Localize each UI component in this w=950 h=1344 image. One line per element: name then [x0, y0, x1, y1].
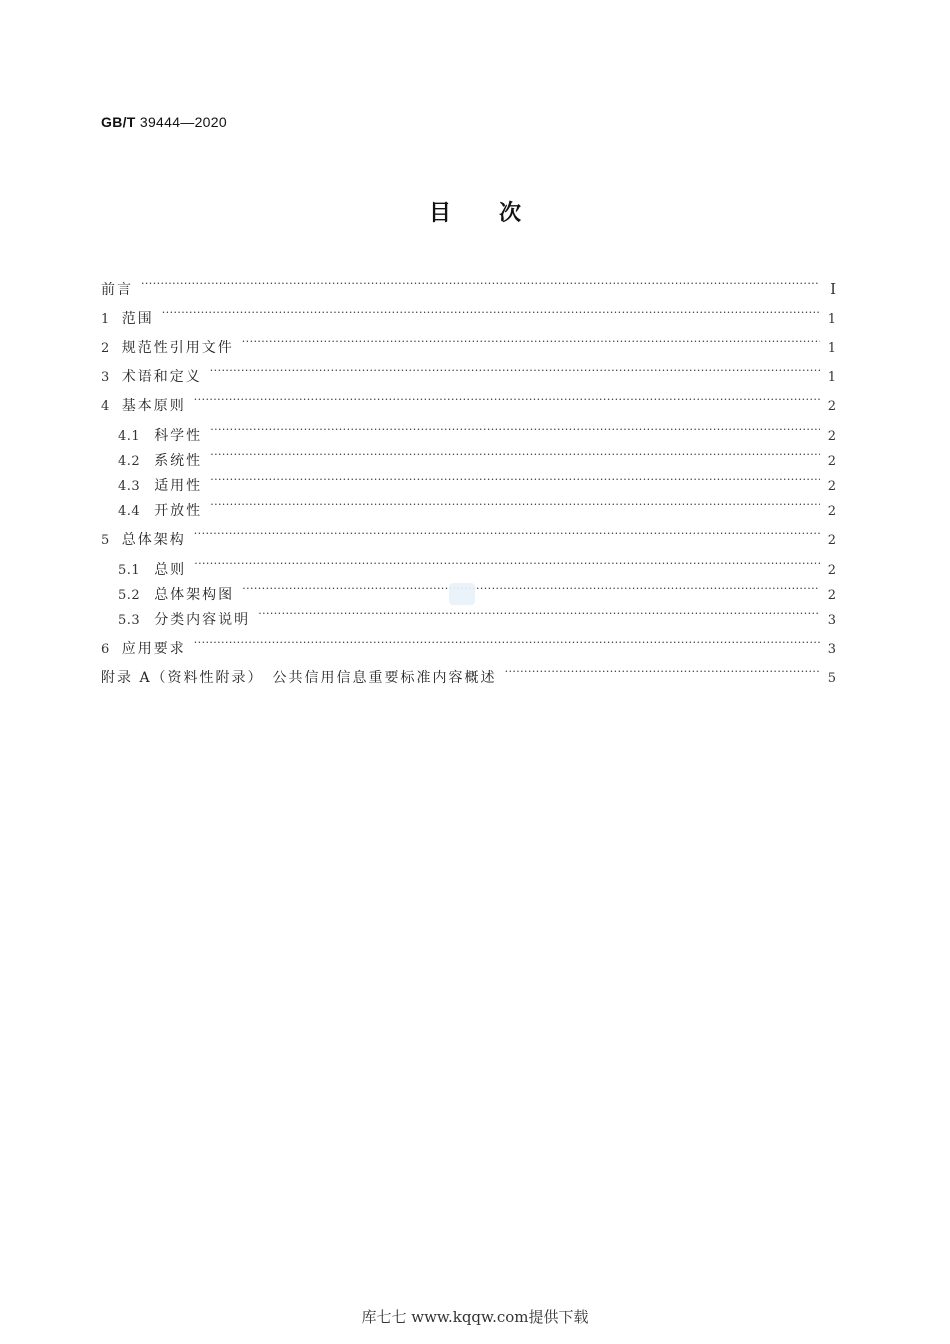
toc-entry-label: 前言	[101, 282, 133, 298]
toc-leader-dots	[210, 361, 820, 381]
toc-leader-dots	[194, 554, 820, 574]
toc-entry-number: 4	[101, 399, 110, 414]
toc-entry-foreword[interactable]	[101, 274, 836, 300]
watermark-stamp	[449, 583, 475, 605]
toc-leader-dots	[210, 470, 820, 490]
toc-entry-label: 应用要求	[121, 641, 186, 657]
toc-entry-page: 5	[827, 671, 836, 686]
toc-leader-dots	[194, 633, 820, 653]
toc-entry-page: 3	[827, 642, 836, 657]
toc-entry-5[interactable]	[101, 524, 836, 551]
toc-entry-page: 2	[827, 479, 836, 494]
toc-entry-page: 2	[827, 588, 836, 603]
toc-entry-label: 总体架构图	[154, 587, 235, 603]
toc-entry-number: 4.1	[118, 429, 141, 444]
toc-entry-label: 科学性	[154, 428, 203, 444]
toc-entry-label: 系统性	[154, 453, 203, 469]
toc-entry-page: 2	[827, 399, 836, 414]
toc-entry-page: 1	[827, 370, 836, 385]
toc-entry-number: 5.2	[118, 588, 141, 603]
toc-entry-page: 2	[827, 454, 836, 469]
toc-entry-page: 2	[827, 429, 836, 444]
toc-entry-number: 1	[101, 312, 110, 327]
toc-entry-appendix-a[interactable]	[101, 662, 836, 689]
toc-entry-3[interactable]	[101, 361, 836, 388]
toc-leader-dots	[141, 274, 820, 294]
toc-leader-dots	[194, 390, 820, 410]
toc-entry-page: 3	[827, 613, 836, 628]
toc-entry-4-4[interactable]	[101, 495, 836, 522]
toc-leader-dots	[242, 332, 820, 352]
toc-leader-dots	[194, 524, 820, 544]
toc-entry-label: 总则	[154, 562, 187, 578]
toc-entry-label: 开放性	[154, 503, 203, 519]
toc-entry-label: 规范性引用文件	[121, 340, 234, 356]
page-title: 目次	[428, 201, 569, 226]
toc-entry-4-2[interactable]	[101, 445, 836, 472]
toc-entry-number: 3	[101, 370, 110, 385]
toc-entry-number: 5.3	[118, 613, 141, 628]
toc-entry-page: 2	[827, 563, 836, 578]
toc-entry-page: 2	[827, 533, 836, 548]
toc-leader-dots	[210, 420, 820, 440]
toc-leader-dots	[258, 604, 820, 624]
toc-entry-label: 范围	[121, 311, 154, 327]
toc-entry-4[interactable]	[101, 390, 836, 417]
toc-entry-page: Ⅰ	[830, 280, 836, 298]
toc-entry-number: 5	[101, 533, 110, 548]
toc-leader-dots	[242, 579, 820, 599]
toc-entry-4-1[interactable]	[101, 420, 836, 447]
toc-entry-label: 适用性	[154, 478, 203, 494]
toc-entry-number: 2	[101, 341, 110, 356]
toc-entry-6[interactable]	[101, 633, 836, 660]
toc-entry-number: 4.4	[118, 504, 141, 519]
toc-entry-label: 附录 A（资料性附录） 公共信用信息重要标准内容概述	[101, 670, 497, 686]
toc-entry-number: 4.2	[118, 454, 141, 469]
toc-entry-4-3[interactable]	[101, 470, 836, 497]
standard-serial: 39444—2020	[139, 114, 227, 130]
toc-leader-dots	[162, 303, 820, 323]
toc-entry-label: 术语和定义	[121, 369, 202, 385]
toc-entry-number: 6	[101, 642, 110, 657]
toc-entry-1[interactable]	[101, 303, 836, 330]
toc-entry-page: 1	[827, 341, 836, 356]
toc-entry-label: 总体架构	[121, 532, 186, 548]
standard-number	[101, 114, 227, 130]
toc-entry-number: 5.1	[118, 563, 141, 578]
toc-entry-2[interactable]	[101, 332, 836, 359]
toc-entry-5-1[interactable]	[101, 554, 836, 581]
toc-entry-label: 分类内容说明	[154, 612, 251, 628]
toc-entry-number: 4.3	[118, 479, 141, 494]
toc-leader-dots	[210, 445, 820, 465]
toc-entry-page: 2	[827, 504, 836, 519]
standard-code: GB/T	[101, 114, 136, 130]
toc-leader-dots	[210, 495, 820, 515]
toc-leader-dots	[505, 662, 820, 682]
download-source-footer: 库七七 www.kqqw.com提供下载	[361, 1308, 589, 1326]
toc-entry-5-3[interactable]	[101, 604, 836, 631]
toc-entry-page: 1	[827, 312, 836, 327]
toc-entry-label: 基本原则	[121, 398, 186, 414]
